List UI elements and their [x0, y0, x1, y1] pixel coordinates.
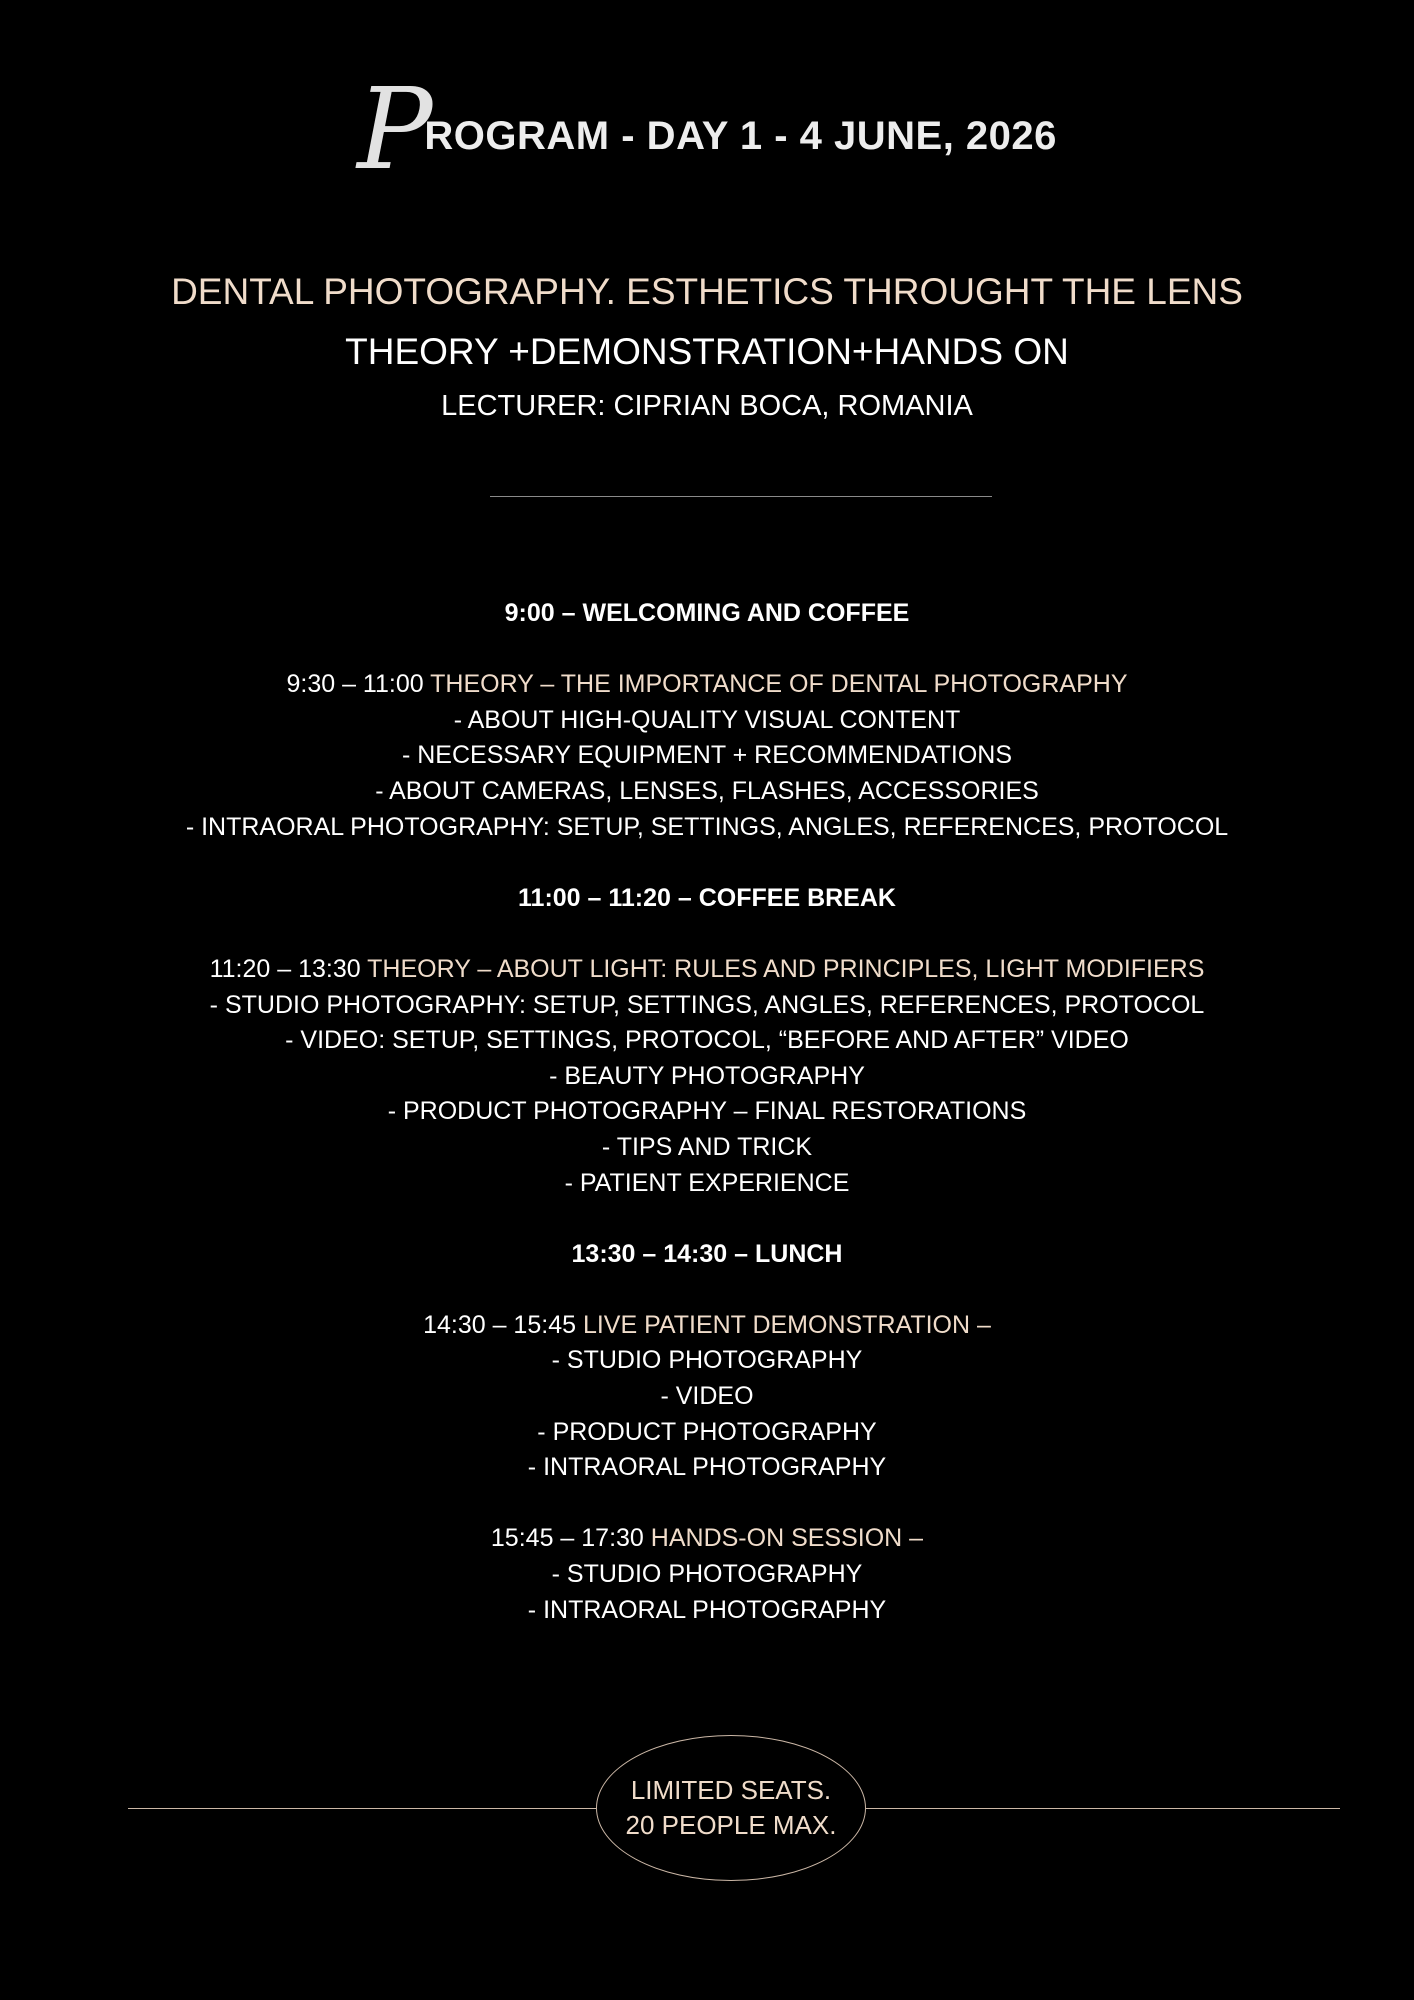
session-title: HANDS-ON SESSION [650, 1524, 903, 1553]
session-suffix: – [902, 1524, 924, 1553]
welcome-slot: 9:00 – WELCOMING AND COFFEE [504, 599, 910, 627]
list-item: - ABOUT CAMERAS, LENSES, FLASHES, ACCESSORIES [375, 776, 1039, 805]
list-item: - TIPS AND TRICK [601, 1132, 813, 1161]
program-header [0, 65, 1414, 195]
session-title: LIVE PATIENT DEMONSTRATION [582, 1310, 971, 1339]
session-title: THEORY – THE IMPORTANCE OF DENTAL PHOTOGRAPHY [430, 670, 1128, 699]
badge-line-1: LIMITED SEATS. [630, 1775, 832, 1805]
limited-seats-badge [596, 1735, 866, 1881]
course-format: THEORY +DEMONSTRATION+HANDS ON [345, 331, 1069, 372]
program-title: ROGRAM - DAY 1 - 4 JUNE, 2026 [424, 113, 1057, 158]
list-item: - INTRAORAL PHOTOGRAPHY [527, 1453, 887, 1482]
list-item: - ABOUT HIGH-QUALITY VISUAL CONTENT [453, 705, 961, 734]
session-heading [0, 1521, 1414, 1557]
list-item: - INTRAORAL PHOTOGRAPHY [527, 1595, 887, 1624]
coffee-break-slot: 11:00 – 11:20 – COFFEE BREAK [518, 883, 896, 912]
session-time: 11:20 – 13:30 [209, 954, 368, 983]
badge-line-2: 20 PEOPLE MAX. [625, 1810, 837, 1840]
session-time: 14:30 – 15:45 [423, 1310, 583, 1339]
list-item: - STUDIO PHOTOGRAPHY [551, 1346, 863, 1375]
session-suffix: – [970, 1310, 991, 1339]
footer-line-left [128, 1808, 596, 1809]
session-heading [0, 667, 1414, 703]
session-heading [0, 1308, 1414, 1344]
list-item: - VIDEO [660, 1382, 754, 1411]
list-item: - INTRAORAL PHOTOGRAPHY: SETUP, SETTINGS, ANGLES, REFERENCES, PROTOCOL [185, 812, 1229, 841]
footer-line-right [866, 1808, 1340, 1809]
lecturer: LECTURER: CIPRIAN BOCA, ROMANIA [441, 390, 973, 422]
schedule [0, 596, 1414, 1628]
list-item: - STUDIO PHOTOGRAPHY [551, 1560, 863, 1589]
session-title: THEORY – ABOUT LIGHT: RULES AND PRINCIPLES, LIGHT MODIFIERS [367, 954, 1205, 983]
session-heading [0, 952, 1414, 988]
list-item: - NECESSARY EQUIPMENT + RECOMMENDATIONS [401, 741, 1013, 770]
lunch-slot: 13:30 – 14:30 – LUNCH [571, 1239, 843, 1268]
list-item: - BEAUTY PHOTOGRAPHY [549, 1061, 865, 1090]
course-title: DENTAL PHOTOGRAPHY. ESTHETICS THROUGHT THE LENS [171, 271, 1243, 312]
list-item: - PRODUCT PHOTOGRAPHY [537, 1417, 877, 1446]
list-item: - STUDIO PHOTOGRAPHY: SETUP, SETTINGS, ANGLES, REFERENCES, PROTOCOL [209, 990, 1205, 1019]
divider [490, 496, 992, 497]
session-time: 15:45 – 17:30 [490, 1524, 651, 1553]
list-item: - PATIENT EXPERIENCE [564, 1168, 850, 1197]
list-item: - PRODUCT PHOTOGRAPHY – FINAL RESTORATIONS [387, 1097, 1027, 1126]
list-item: - VIDEO: SETUP, SETTINGS, PROTOCOL, “BEFORE AND AFTER” VIDEO [285, 1026, 1129, 1055]
session-time: 9:30 – 11:00 [286, 670, 431, 699]
script-letter: P [357, 65, 433, 195]
